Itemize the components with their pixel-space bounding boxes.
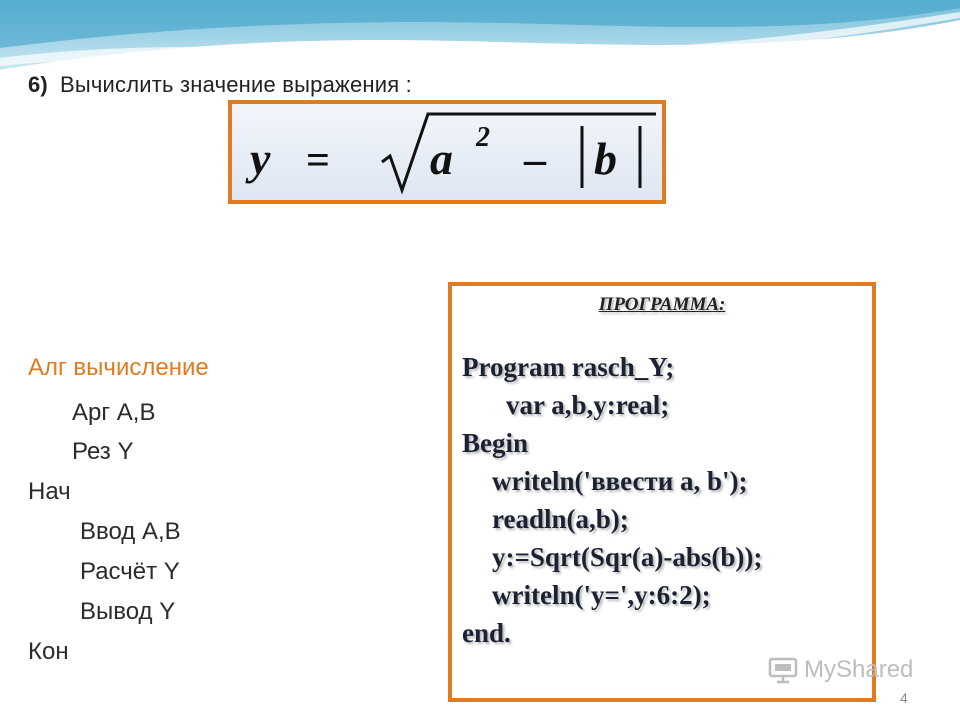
code-line: readln(a,b); <box>492 504 629 534</box>
formula-exponent: 2 <box>476 122 490 153</box>
algorithm-line: Ввод А,В <box>80 518 181 545</box>
algorithm-line: Вывод Y <box>80 598 176 625</box>
heading-text: Вычислить значение выражения : <box>59 72 412 97</box>
code-line: y:=Sqrt(Sqr(a)-abs(b)); <box>492 542 763 572</box>
task-number: 6) <box>28 72 48 97</box>
formula-abs-arg: b <box>594 133 617 184</box>
slide-heading <box>28 72 412 98</box>
algorithm-line: Арг А,В <box>72 399 156 426</box>
formula-lhs: y <box>250 133 271 184</box>
page-number: 4 <box>900 690 908 706</box>
algorithm-title: Алг вычисление <box>28 354 209 381</box>
code-line: var a,b,y:real; <box>506 390 670 420</box>
watermark-text: MyShared <box>804 656 914 683</box>
code-line: end. <box>462 618 511 648</box>
code-line: writeln('y=',y:6:2); <box>492 580 711 610</box>
formula-base: a <box>430 133 453 184</box>
presentation-board-icon <box>768 656 798 684</box>
formula <box>232 104 662 200</box>
formula-box <box>228 100 666 204</box>
algorithm-line: Кон <box>28 638 69 665</box>
program-title: ПРОГРАММА: <box>598 294 726 315</box>
code-line: Begin <box>462 428 529 458</box>
algorithm-line: Нач <box>28 478 71 505</box>
formula-minus: – <box>524 135 546 184</box>
watermark <box>768 656 913 684</box>
code-line: writeln('ввести a, b'); <box>492 466 748 496</box>
algorithm-line: Расчёт Y <box>80 558 180 585</box>
formula-equals: = <box>306 138 330 184</box>
algorithm-line: Рез Y <box>72 438 134 465</box>
code-line: Program rasch_Y; <box>462 352 675 382</box>
program-box <box>448 282 876 702</box>
